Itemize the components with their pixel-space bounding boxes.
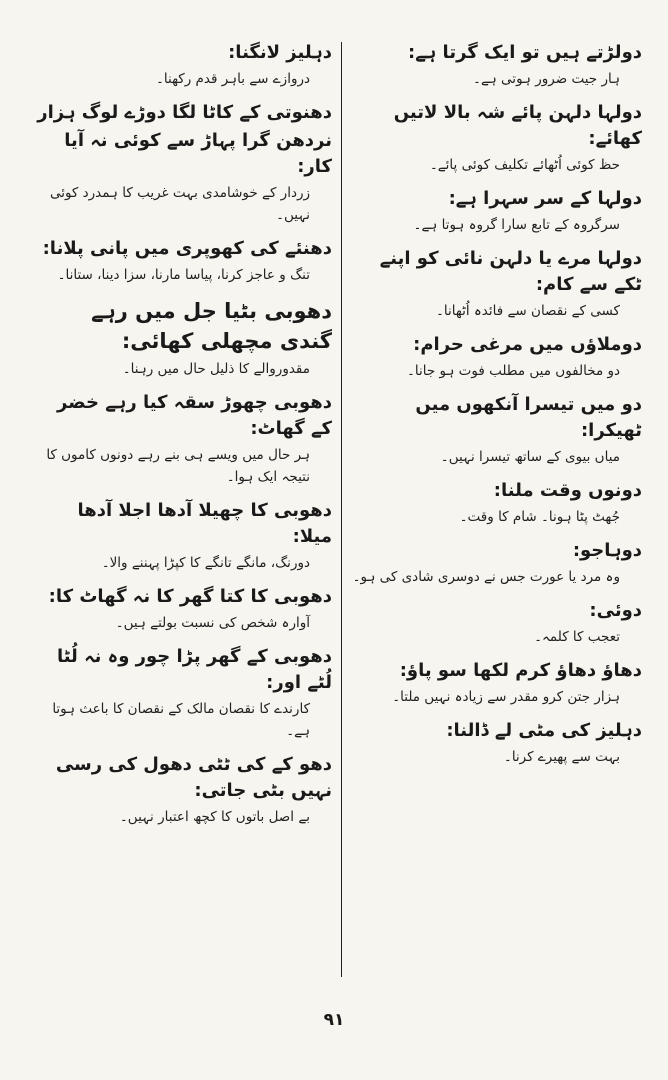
entry-headword: دوئی: — [589, 600, 642, 621]
entry-headword: دھنوتی کے کاٹا لگا دوڑے لوگ ہزار — [37, 102, 332, 123]
entry-headword: دولہا مرے یا دلہن نائی کو اپنے ٹکے سے کام: — [379, 248, 642, 295]
entry-meaning: ہار جیت ضرور ہوتی ہے۔ — [473, 71, 620, 87]
entry-headword: دہلیز لانگنا: — [228, 42, 332, 63]
entry-meaning: دو مخالفوں میں مطلب فوت ہو جانا۔ — [406, 363, 620, 379]
entry-meaning: بہت سے پھیرے کرنا۔ — [503, 749, 620, 765]
entry — [36, 100, 332, 126]
page-number: ۹۱ — [323, 1010, 345, 1030]
entry — [352, 100, 642, 176]
entry — [352, 246, 642, 322]
entry-meaning: وہ مرد یا عورت جس نے دوسری شادی کی ہو۔ — [352, 569, 620, 585]
entry-meaning: زردار کے خوشامدی بہت غریب کا ہمدرد کوئی نہیں۔ — [49, 185, 310, 223]
entry — [36, 128, 332, 226]
right-column — [352, 40, 642, 980]
entry — [352, 478, 642, 528]
entry — [36, 644, 332, 742]
entry-headword: دولڑتے ہیں تو ایک گرتا ہے: — [408, 42, 642, 63]
entry-meaning: سرگروہ کے تابع سارا گروہ ہوتا ہے۔ — [413, 217, 620, 233]
entry-headword: دھوبی کا چھیلا آدھا اجلا آدھا میلا: — [77, 500, 332, 547]
entry-meaning: تنگ و عاجز کرنا، پیاسا مارنا، سزا دینا، ستانا۔ — [57, 267, 310, 283]
left-column — [36, 40, 332, 980]
entry-meaning: ہر حال میں ویسے ہی بنے رہے دونوں کاموں کا نتیجہ ایک ہوا۔ — [46, 447, 310, 485]
entry-headword: دوملاؤں میں مرغی حرام: — [413, 334, 642, 355]
column-divider — [341, 42, 342, 977]
entry — [36, 584, 332, 634]
entry-meaning: ہزار جتن کرو مقدر سے زیادہ نہیں ملتا۔ — [392, 689, 620, 705]
entry-meaning: کسی کے نقصان سے فائدہ اُٹھانا۔ — [435, 303, 620, 319]
entry-headword: دولہا دلہن پائے شہ بالا لاتیں کھائے: — [393, 102, 642, 149]
entry — [352, 40, 642, 90]
entry-headword: نردھن گرا پہاڑ سے کوئی نہ آیا کار: — [64, 130, 332, 177]
entry — [352, 332, 642, 382]
entry — [36, 40, 332, 90]
entry-headword: دھنئے کی کھوپری میں پانی پلانا: — [42, 238, 332, 259]
entry-meaning: تعجب کا کلمہ۔ — [534, 629, 620, 645]
entry — [36, 752, 332, 828]
entry-headword: دہلیز کی مٹی لے ڈالنا: — [446, 720, 642, 741]
entry-headword: دھوبی کے گھر پڑا چور وہ نہ لُٹا لُٹے اور: — [56, 646, 332, 693]
entry — [352, 538, 642, 588]
entry-headword: دھاؤ دھاؤ کرم لکھا سو پاؤ: — [399, 660, 642, 681]
entry-meaning: بے اصل باتوں کا کچھ اعتبار نہیں۔ — [119, 809, 310, 825]
entry — [36, 390, 332, 488]
entry — [352, 718, 642, 768]
entry — [36, 236, 332, 286]
entry-headword: دھوبی بٹیا جل میں رہے گندی مچھلی کھائی: — [91, 299, 332, 353]
entry-headword: دونوں وقت ملنا: — [493, 480, 642, 501]
entry — [352, 658, 642, 708]
entry — [352, 186, 642, 236]
entry-headword: دھو کے کی ٹٹی دھول کی رسی نہیں بٹی جاتی: — [55, 754, 332, 801]
entry — [352, 598, 642, 648]
entry — [352, 392, 642, 468]
entry-headword: دولہا کے سر سہرا ہے: — [448, 188, 642, 209]
entry-headword: دھوبی کا کتا گھر کا نہ گھاٹ کا: — [48, 586, 332, 607]
entry — [36, 296, 332, 380]
entry-headword: دھوبی چھوڑ سقہ کیا رہے خضر کے گھاٹ: — [57, 392, 332, 439]
entry-meaning: دورنگ، مانگے تانگے کا کپڑا پہننے والا۔ — [101, 555, 310, 571]
entry-meaning: جُھٹ پٹا ہونا۔ شام کا وقت۔ — [459, 509, 620, 525]
entry-headword: دوہاجو: — [572, 540, 642, 561]
entry-meaning: کارندے کا نقصان مالک کے نقصان کا باعث ہوتا ہے۔ — [52, 701, 310, 739]
entry-meaning: میاں بیوی کے ساتھ تیسرا نہیں۔ — [440, 449, 620, 465]
entry-meaning: آوارہ شخص کی نسبت بولتے ہیں۔ — [115, 615, 310, 631]
entry-meaning: حظ کوئی اُٹھائے تکلیف کوئی پائے۔ — [429, 157, 620, 173]
entry — [36, 498, 332, 574]
entry-meaning: مقدوروالے کا ذلیل حال میں رہنا۔ — [122, 361, 310, 377]
entry-meaning: دروازے سے باہر قدم رکھنا۔ — [155, 71, 310, 87]
entry-headword: دو میں تیسرا آنکھوں میں ٹھیکرا: — [415, 394, 642, 441]
